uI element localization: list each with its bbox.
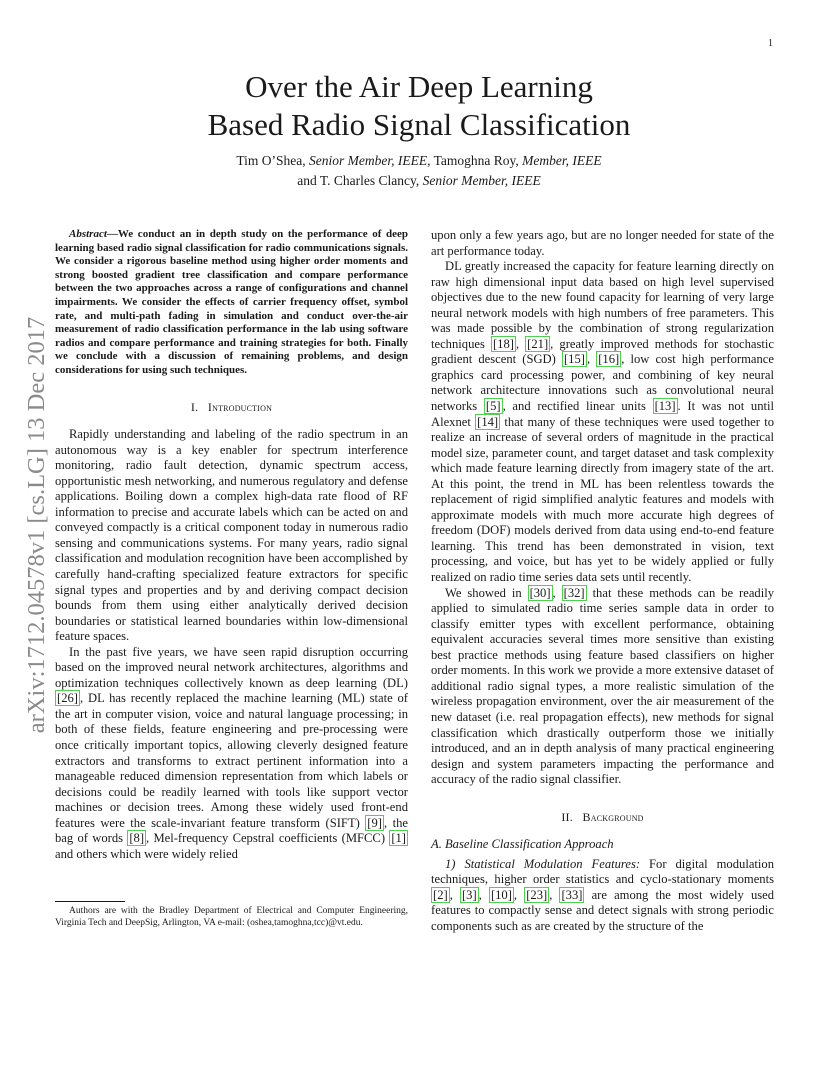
title-line-1: Over the Air Deep Learning — [245, 69, 593, 104]
paper-title — [60, 68, 778, 144]
text: , — [513, 887, 525, 902]
text: , DL has recently replaced the machine learning (ML) state of the art in computer vision, voice and natural language processing; in both of these fields, feature engineering and pre-processing were once critically important topics, allowing cleverly designed feature extractors and transforms to extract pertinent information into a manageable reduced dimension representation from which labels or decisions could be readily learned with tools like support vector machines or decision trees. Among these widely used front-end features were the scale-invariant feature transform (SIFT) — [55, 691, 408, 830]
author-line-1 — [60, 151, 778, 171]
section-heading-introduction — [55, 400, 408, 416]
author-line-2 — [60, 171, 778, 191]
text: We showed in — [445, 585, 528, 600]
paragraph — [431, 259, 774, 585]
text: , — [549, 887, 560, 902]
text: , low cost high performance graphics card processing power, and combining of key neural network architecture innovations such as convolutional neural networks — [431, 352, 774, 414]
paragraph: upon only a few years ago, but are no longer needed for state of the art performance today. — [431, 228, 774, 258]
author-text: Tim O’Shea, — [236, 153, 309, 168]
citation-link[interactable]: [33] — [561, 887, 583, 902]
citation-link[interactable]: [32] — [563, 585, 585, 600]
left-column — [55, 228, 408, 862]
subsection-heading: A. Baseline Classification Approach — [431, 837, 614, 852]
text: , — [586, 352, 597, 367]
author-text: Tamoghna Roy, — [430, 153, 523, 168]
text: DL greatly increased the capacity for feature learning directly on raw high dimensional input data based on high level supervised objectives due to the new found capacity for learning of very large neural network models with high numbers of free parameters. This was made possible by the combination of strong regularization techniques — [431, 259, 774, 351]
text: , — [478, 887, 489, 902]
text: For digital modulation techniques, higher order statistics and cyclo-stationary moments — [431, 856, 774, 887]
text: , and rectified linear units — [502, 399, 653, 414]
arxiv-stamp-text: arXiv:1712.04578v1 [cs.LG] 13 Dec 2017 — [23, 316, 50, 734]
text: are among the most widely used features to compactly sense and detect signals with strong periodic components such as are created by the structure of the — [431, 887, 775, 933]
text: , — [552, 585, 562, 600]
section-number: I. — [190, 399, 199, 414]
text: , Mel-frequency Cepstral coefficients (MFCC) — [146, 831, 390, 846]
text: that many of these techniques were used together to realize an increase of several orders of magnitude in the practical model size, parameter count, and target dataset and task complexity which made feature learning directly from imagery state of the art. At this point, the trend in ML has been relentless towards the replacement of rigid simplified analytic features and models with approximate models with much more accurate high degrees of freedom (DOF) models derived from data using end-to-end feature learning. This trend has been demonstrated in vision, text processing, and voice, but has yet to be widely applied or fully realized on radio time series data sets until recently. — [431, 414, 774, 585]
citation-link[interactable]: [8] — [129, 831, 145, 846]
paragraph — [431, 857, 774, 935]
paragraph — [55, 645, 408, 863]
citation-link[interactable]: [18] — [492, 336, 514, 351]
citation-link[interactable]: [15] — [563, 352, 585, 367]
page-number: 1 — [768, 38, 773, 49]
abstract-text: —We conduct an in depth study on the performance of deep learning based radio signal classification for radio communications signals. We consider a rigorous baseline method using higher order moments and strong boosted gradient tree classification and compare performance between the two approaches across a range of configurations and channel impairments. We consider the effects of carrier frequency offset, symbol rate, and multi-path fading in simulation and conduct over-the-air measurement of radio classification performance in the lab using software radios and compare performance and training strategies for both. Finally we conclude with a discussion of remaining problems, and design considerations for using such techniques. — [55, 228, 408, 376]
citation-link[interactable]: [1] — [391, 831, 406, 846]
citation-link[interactable]: [9] — [367, 815, 382, 830]
citation-link[interactable]: [30] — [529, 585, 551, 600]
text: . It was not until Alexnet — [431, 399, 774, 429]
section-heading-background — [431, 810, 774, 826]
abstract — [55, 228, 408, 378]
text: , — [515, 336, 526, 351]
paragraph-heading: 1) Statistical Modulation Features: — [445, 856, 641, 871]
text: , greatly improved methods for stochastic gradient descent (SGD) — [431, 336, 774, 367]
abstract-label: Abstract — [69, 228, 107, 240]
text: and others which were widely relied — [55, 846, 238, 861]
section-title: Background — [582, 809, 644, 824]
citation-link[interactable]: [16] — [598, 352, 620, 367]
citation-link[interactable]: [26] — [57, 691, 78, 706]
citation-link[interactable]: [5] — [485, 399, 501, 414]
citation-link[interactable]: [2] — [433, 887, 448, 902]
author-list — [60, 151, 778, 191]
footnote: Authors are with the Bradley Department of Electrical and Computer Engineering, Virginia Tech and DeepSig, Arlington, VA e-mail: (oshea,tamoghna,tcc)@vt.edu. — [55, 906, 408, 928]
paragraph — [431, 586, 774, 788]
author-text: and T. Charles Clancy, — [297, 173, 423, 188]
text: In the past five years, we have seen rapid disruption occurring based on the improved neural network architectures, algorithms and optimization techniques collectively known as deep learning (DL) — [55, 644, 408, 690]
paragraph: Rapidly understanding and labeling of the radio spectrum in an autonomous way is a key enabler for spectrum interference monitoring, radio fault detection, dynamic spectrum access, opportunistic mesh networking, and numerous regulatory and defense applications. Boiling down a complex high-data rate flood of RF information to precise and accurate labels which can be acted on and conveyed compactly is a critical component today in numerous radio sensing and communications systems. For many years, radio signal classification and modulation recognition have been accomplished by carefully hand-crafting specialized feature extractors for specific signal types and properties and by and deriving compact decision bounds from them using either analytically derived decision boundaries or statistical learned boundaries within low-dimensional feature spaces. — [55, 427, 408, 644]
citation-link[interactable]: [21] — [527, 336, 549, 351]
citation-link[interactable]: [14] — [477, 414, 499, 429]
citation-link[interactable]: [13] — [654, 399, 676, 414]
author-affil: Member, IEEE — [522, 153, 602, 168]
footnote-divider — [55, 901, 125, 902]
text: , the bag of words — [55, 815, 408, 846]
text: that these methods can be readily applied to simulated radio time series sample data in order to classify emitter types with excellent performance, obtaining equivalent accuracies several times more sensitive than existing best practice methods using feature based classifiers on higher order moments. In this work we provide a more extensive dataset of additional radio signal types, a more realistic simulation of the wireless propagation environment, over the air measurement of the new dataset (i.e. real propagation effects), new methods for signal classification which drastically outperform those we initially introduced, and an in depth analysis of many practical engineering design and system parameters impacting the performance and accuracy of the radio signal classifier. — [431, 585, 775, 787]
section-number: II. — [561, 809, 573, 824]
text: , — [449, 887, 460, 902]
title-line-2: Based Radio Signal Classification — [207, 107, 631, 142]
citation-link[interactable]: [3] — [461, 887, 477, 902]
citation-link[interactable]: [10] — [490, 887, 512, 902]
arxiv-stamp — [22, 290, 52, 760]
citation-link[interactable]: [23] — [526, 887, 548, 902]
author-affil: Senior Member, IEEE, — [309, 153, 431, 168]
author-affil: Senior Member, IEEE — [422, 173, 541, 188]
section-title: Introduction — [207, 399, 273, 414]
right-column — [431, 228, 774, 935]
